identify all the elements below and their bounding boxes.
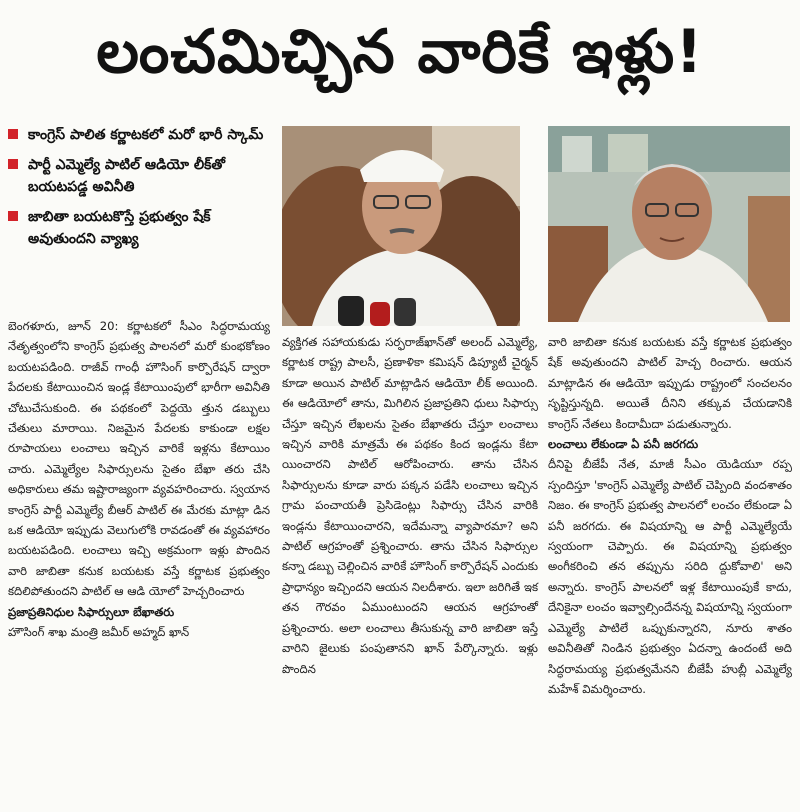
article-paragraph: దీనిపై బీజేపీ నేత, మాజీ సీఎం యెడియూ రప్ప స్పందిస్తూ 'కాంగ్రెస్ ఎమ్మెల్యే పాటిల్ చెప్పింది వందశాతం నిజం. ఈ కాంగ్రెస్ ప్రభుత్వ పాలనలో లంచం లేకుండా ఏ పనీ జరగదు. ఈ విషయాన్ని ఆ పార్టీ ఎమ్మెల్యేయే స్వయంగా చెప్పారు. ఈ విషయాన్ని ప్రభుత్వం అంగీకరించి తన తప్పును సరిది ద్దుకోవాలి' అని అన్నారు. కాంగ్రెస్ పాలనలో ఇళ్ల కేటాయింపుకే కాదు, దేనికైనా లంచం ఇవ్వాల్సిందేనన్న విషయాన్ని స్వయంగా ఎమ్మెల్యే పాటిలే ఒప్పుకున్నారని, నూరు శాతం అవినీతితో నిండిన ప్రభుత్వం ఏదన్నా ఉందంటే అది సిద్ధరామయ్య ప్రభుత్వమేనని బీజేపీ హుబ్లీ ఎమ్మెల్యే మహేశ్ విమర్శించారు. — [548, 457, 792, 696]
article-subhead: ప్రజాప్రతినిధుల సిఫార్సులూ బేఖాతరు — [8, 604, 175, 619]
article-paragraph: వ్యక్తిగత సహాయకుడు సర్ఫరాజ్‌ఖాన్‌తో అలంద్ ఎమ్మెల్యే, కర్ణాటక రాష్ట్ర పాలసీ, ప్రణాళికా కమిషన్ డిప్యూటీ చైర్మన్ కూడా అయిన పాటిల్ మాట్లాడిన ఆడియో లీక్ అయింది. ఈ ఆడియోలో తాను, మిగిలిన ప్రజాప్రతిని ధులు సిఫార్సు చేస్తూ ఇచ్చిన లేఖలను సైతం బేఖాతరు చేస్తూ లంచాలు ఇచ్చిన వారికి మాత్రమే ఈ పథకం కింద ఇండ్లను కేటా యించారని పాటిల్ ఆరోపించారు. తాను చేసిన సిఫార్సులను కూడా వారు పక్కన పడేసి లంచాలు ఇచ్చిన గ్రామ పంచాయతీ ప్రెసిడెంట్లు సిఫార్సు చేసిన వారికి ఇండ్లను కేటాయించారని, ఇదేమన్నా వ్యాపారమా? అని పాటిల్ ఆగ్రహంతో ప్రశ్నించారు. తాను చేసిన సిఫార్సుల కన్నా డబ్బు చెల్లించిన వారికే హౌసింగ్ కార్పొరేషన్ ఎందుకు ప్రాధాన్యం ఇచ్చిందని ఆయన నిలదీశారు. ఇలా జరిగితే ఇక తన గౌరవం ఏముంటుందని ఆయన ఆగ్రహంతో ప్రశ్నించారు. అలా లంచాలు తీసుకున్న వారి జాబితా ఇస్తే వారిని జైలుకు పంపుతానని ఖాన్ పేర్కొన్నారు. ఇళ్లు పొందిన — [282, 335, 538, 676]
bullet-square-icon — [8, 211, 18, 221]
bullet-square-icon — [8, 159, 18, 169]
headline: లంచమిచ్చిన వారికే ఇళ్లు! — [96, 17, 704, 87]
photo-cm-siddaramaiah — [548, 126, 790, 322]
highlight-item — [8, 124, 270, 146]
highlight-text: కాంగ్రెస్ పాలిత కర్ణాటకలో మరో భారీ స్కామ్ — [28, 127, 264, 143]
bullet-square-icon — [8, 129, 18, 139]
photo-mla-patil — [282, 126, 520, 326]
highlight-item — [8, 206, 270, 250]
article-column-2 — [282, 332, 538, 679]
article-paragraph: బెంగళూరు, జూన్ 20: కర్ణాటకలో సీఎం సిద్ధరామయ్య నేతృత్వంలోని కాంగ్రెస్ ప్రభుత్వ పాలనలో మరో కుంభకోణం బయటపడింది. రాజీవ్ గాంధీ హౌసింగ్ కార్పొరేషన్ ద్వారా పేదలకు కేటాయించిన ఇండ్ల కేటాయింపులో భారీగా అవినీతి చోటుచేసుకుంది. ఈ పథకంలో పెద్దయె త్తున డబ్బులు చేతులు మారాయి. నిజమైన పేదలకు కాకుండా లక్షల రూపాయలు లంచాలు ఇచ్చిన వారికే ఇళ్లను కేటాయిం చారు. ఎమ్మెల్యేల సిఫార్సులను సైతం బేఖా తరు చేసి అధికారులు తమ ఇష్టారాజ్యంగా వ్యవహరించారు. స్వయాన కాంగ్రెస్ పార్టీ ఎమ్మెల్యే బీఆర్ పాటిల్ ఈ మేరకు మాట్లా డిన ఒక ఆడియో ఇప్పుడు వెలుగులోకి రావడంతో ఈ వ్యవహారం బయటపడింది. లంచాలు ఇచ్చి అక్రమంగా ఇళ్లు పొందిన వారి జాబితా కనుక బయటకు వస్తే కర్ణాటక ప్రభుత్వం కదిలిపోతుందని పాటిల్ ఆ ఆడి యోలో హెచ్చరించారు — [8, 319, 270, 599]
highlight-text: పార్టీ ఎమ్మెల్యే పాటిల్ ఆడియో లీక్‌తో బయటపడ్డ అవినీతి — [28, 157, 226, 195]
highlight-text: జాబితా బయటకొస్తే ప్రభుత్వం షేక్ అవుతుందని వ్యాఖ్య — [28, 209, 211, 247]
portrait-illustration — [282, 126, 520, 326]
article-paragraph: వారి జాబితా కనుక బయటకు వస్తే కర్ణాటక ప్రభుత్వం షేక్ అవుతుందని పాటిల్ హెచ్చ రించారు. ఆయన మాట్లాడిన ఈ ఆడియో ఇప్పుడు రాష్ట్రంలో సంచలనం సృష్టిస్తున్నది. అయితే దీనిని తక్కువ చేయడానికి కాంగ్రెస్ నేతలు కిందామీదా పడుతున్నారు. — [548, 335, 792, 431]
article-column-3 — [548, 332, 792, 699]
highlights-list — [8, 124, 270, 258]
article-column-1 — [8, 316, 270, 643]
article-subhead: లంచాలు లేకుండా ఏ పనీ జరగదు — [548, 437, 699, 452]
portrait-illustration — [548, 126, 790, 322]
highlight-item — [8, 154, 270, 198]
article-paragraph: హౌసింగ్ శాఖ మంత్రి జమీర్ అహ్మద్ ఖాన్ — [8, 625, 190, 640]
